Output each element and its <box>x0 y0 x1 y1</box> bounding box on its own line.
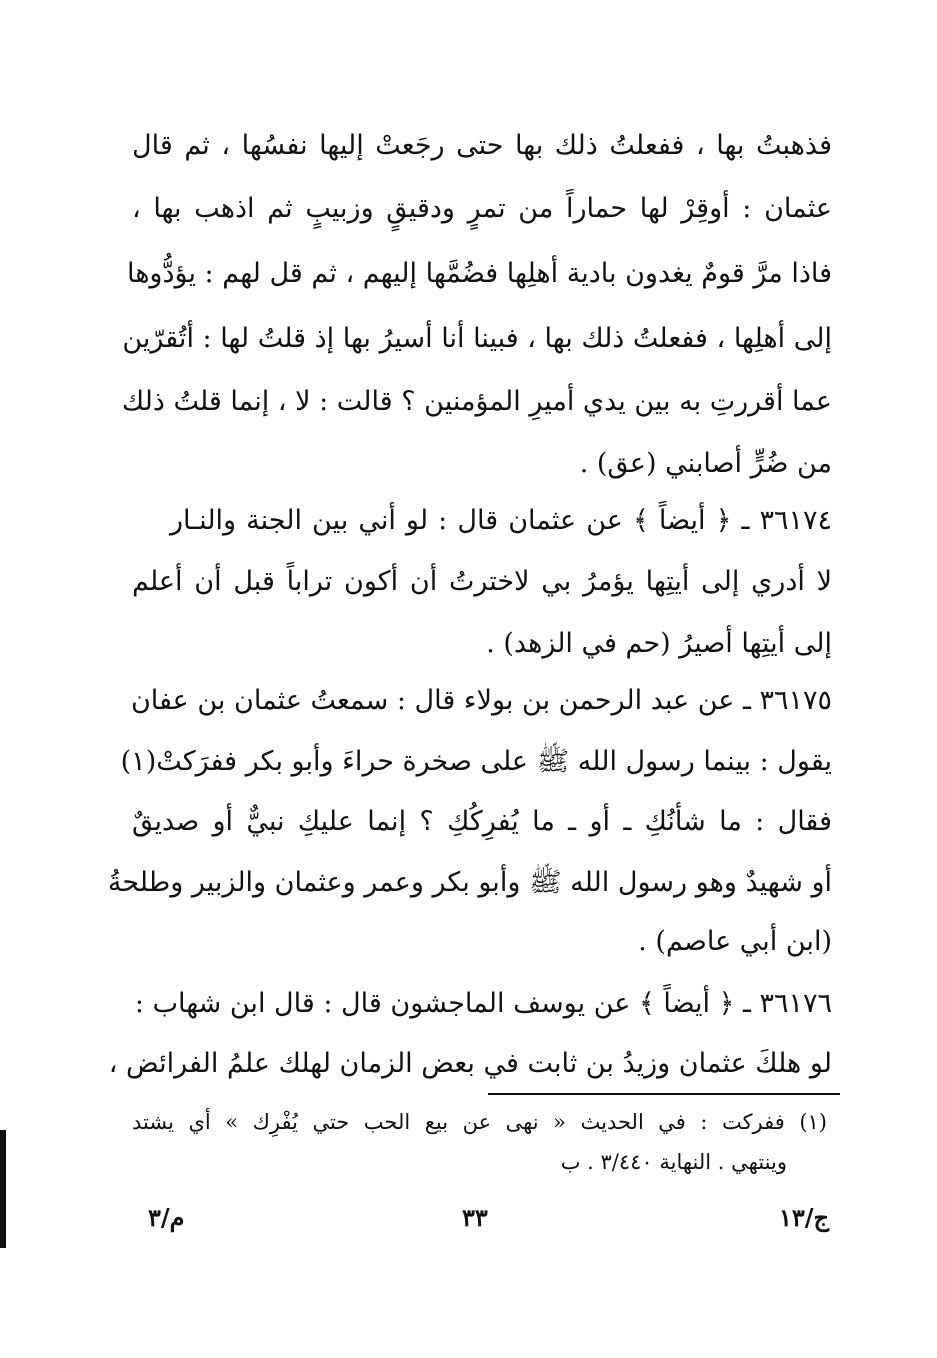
text-line: فاذا مرَّ قومٌ يغدون بادية أهلِها فضُمَّها إليهم ، ثم قل لهم : يؤدُّوها <box>126 258 832 289</box>
volume-marker: ج/١٣ <box>778 1203 829 1232</box>
text-line: عما أقررتِ به بين يدي أميرِ المؤمنين ؟ قالت : لا ، إنما قلتُ ذلك <box>121 386 832 417</box>
signature-marker: م/٣ <box>148 1203 185 1232</box>
text-line: فذهبتُ بها ، ففعلتُ ذلك بها حتى رجَعتْ إليها نفسُها ، ثم قال <box>132 130 832 161</box>
footnote-line: (١) ففركت : في الحديث « نهى عن بيع الحب حتي يُفْرِك » أي يشتد <box>132 1110 827 1134</box>
text-line: من ضُرٍّ أصابني (عق) . <box>579 448 832 479</box>
footnote-separator <box>488 1093 840 1095</box>
text-line: (ابن أبي عاصم) . <box>638 926 832 957</box>
text-line: عثمان : أوقِرْ لها حماراً من تمرٍ ودقيقٍ وزبيبٍ ثم اذهب بها ، <box>132 193 832 224</box>
text-line: إلى أيتِها أصيرُ (حم في الزهد) . <box>486 628 832 659</box>
footnote-line: وينتهي . النهاية ٣/٤٤٠ . ب <box>560 1150 787 1174</box>
scan-edge-mark <box>0 1130 6 1248</box>
text-line: لا أدري إلى أيتِها يؤمرُ بي لاخترتُ أن أكون تراباً قبل أن أعلم <box>132 566 832 597</box>
text-line: لو هلكَ عثمان وزيدُ بن ثابت في بعض الزمان لهلك علمُ الفرائض ، <box>108 1048 832 1079</box>
text-line: يقول : بينما رسول الله ﷺ على صخرة حراءَ وأبو بكر ففرَكتْ(١) <box>120 746 832 777</box>
hadith-36174-heading: ٣٦١٧٤ ـ ﴿ أيضاً ﴾ عن عثمان قال : لو أني بين الجنة والنـار <box>170 505 832 536</box>
text-line: فقال : ما شأنُكِ ـ أو ـ ما يُفرِكُكِ ؟ إنما عليكِ نبيٌّ أو صديقٌ <box>132 806 832 837</box>
hadith-36176-heading: ٣٦١٧٦ ـ ﴿ أيضاً ﴾ عن يوسف الماجشون قال : قال ابن شهاب : <box>134 988 832 1019</box>
hadith-36175-heading: ٣٦١٧٥ ـ عن عبد الرحمن بن بولاء قال : سمعتُ عثمان بن عفان <box>130 685 832 716</box>
page-number: ٣٣ <box>462 1203 488 1232</box>
text-line: أو شهيدٌ وهو رسول الله ﷺ وأبو بكر وعمر وعثمان والزبير وطلحةُ <box>107 867 832 898</box>
text-line: إلى أهلِها ، ففعلتُ ذلك بها ، فبينا أنا أسيرُ بها إذ قلتُ لها : أتُقرّين <box>122 323 832 354</box>
